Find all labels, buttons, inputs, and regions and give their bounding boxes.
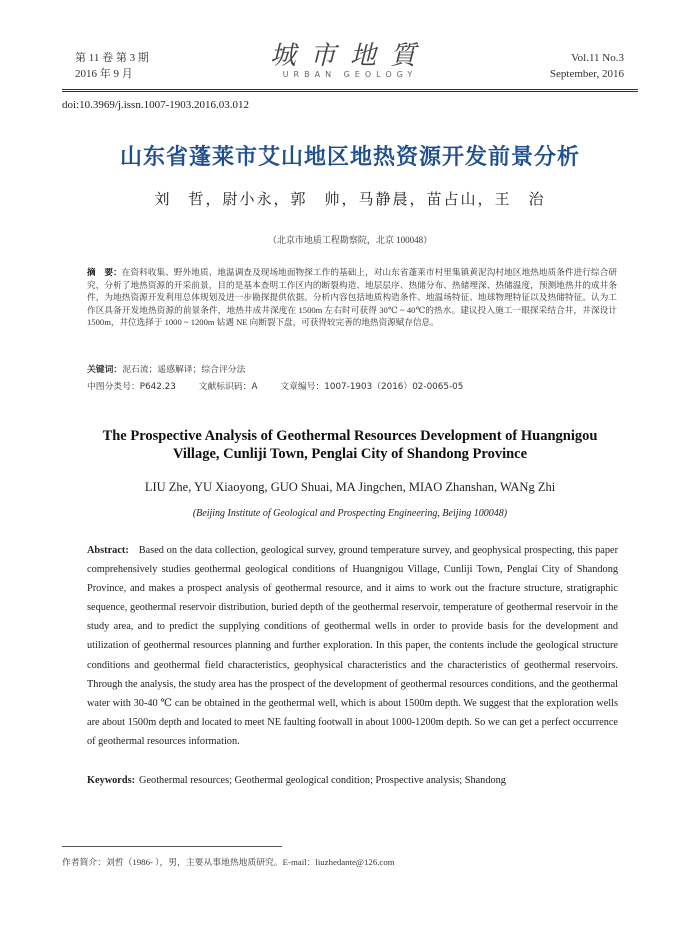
title-cn: 山东省蓬莱市艾山地区地热资源开发前景分析 bbox=[119, 145, 580, 170]
title-en: The Prospective Analysis of Geothermal Resources Development of Huangnigou Village, Cunliji Town, Penglai City of Shandong Province bbox=[102, 428, 598, 462]
abstract-en bbox=[87, 541, 618, 751]
issue-cn: 第 11 卷 第 3 期 bbox=[75, 52, 149, 64]
keywords-cn-text: 泥石流；遥感解译；综合评分法 bbox=[122, 364, 246, 374]
journal-logo bbox=[260, 40, 440, 79]
footnote-rule bbox=[62, 846, 282, 847]
keywords-en bbox=[87, 775, 506, 786]
authors-en: LIU Zhe, YU Xiaoyong, GUO Shuai, MA Jingchen, MIAO Zhanshan, WANg Zhi bbox=[144, 480, 556, 494]
date-cn: 2016 年 9 月 bbox=[75, 68, 133, 80]
authors-cn: 刘 哲，尉小永，郭 帅，马静晨，苗占山，王 治 bbox=[154, 192, 546, 208]
abstract-cn-label: 摘 要： bbox=[87, 267, 122, 277]
keywords-cn-label: 关键词： bbox=[87, 364, 123, 374]
date-en: September, 2016 bbox=[549, 68, 624, 80]
header-rule bbox=[62, 89, 638, 90]
abstract-en-text: Based on the data collection, geological survey, ground temperature survey, and geophysical prospecting, this paper comprehensively studies geothermal geological conditions of Huangnigou Village, Cunliji Town, Penglai City of Shandong Province, and makes a prospect analysis of geothermal resource, and it aims to work out the fracture structure, stratigraphic sequence, geothermal reservoir distribution, buried depth of the geothermal reservoir, temperature of geothermal reservoir in the study area, and to predict the supplying conditions of geothermal wells in order to provide basis for the development and utilization of geothermal resources planning and further exploration. In this paper, the contents include the geological structure conditions and geothermal field characteristics, geophysical characteristics and the characteristics of geothermal reservoirs. Through the analysis, the study area has the prospect of the development of geothermal resources conditions, and the geothermal water with 30-40 ℃ can be obtained in the geothermal well, which is about 1500m depth. We suggest that the exploration wells are about 1500m depth and located to meet NE faulting footwall in about 1000-1200m depth. So we can get a perfect occurrence of geothermal resources information. bbox=[87, 545, 618, 747]
author-footnote: 作者简介：刘哲（1986- ），男，主要从事地热地质研究。E-mail：liuzhedante@126.com bbox=[62, 857, 395, 867]
abstract-cn-text: 在资料收集、野外地质、地温调查及现场地面物探工作的基础上，对山东省蓬莱市村里集镇黄泥沟村地区地热地质条件进行综合研究，分析了地热资源的开采前景，目的是基本查明工作区内的断裂构造、地层层序、热储分布、热储埋深、热储温度，预测地热井的成井条件，为地热资源开发利用总体规划及进一步勘探提供依据。分析内容包括地质构造条件、地温场特征、地球物理特征以及热储特征。认为工作区具备开发地热资源的前景条件，地热井成井深度在 1500m 左右时可获得 30℃ ~ 40℃的热水。建议投入施工一眼探采结合井，井深设计 1500m，井位选择于 1000 ~ 1200m 钻遇 NE 向断裂下盘，可获得较完善的地热资源赋存信息。 bbox=[87, 267, 617, 327]
doi[interactable]: doi:10.3969/j.issn.1007-1903.2016.03.012 bbox=[62, 99, 250, 111]
affiliation-en: (Beijing Institute of Geological and Prospecting Engineering, Beijing 100048) bbox=[192, 508, 508, 519]
keywords-cn bbox=[87, 362, 245, 375]
document-code: 文献标识码：A bbox=[198, 382, 258, 392]
abstract-cn bbox=[87, 266, 617, 329]
journal-issue-en bbox=[550, 50, 624, 82]
classification-cn bbox=[87, 379, 483, 392]
affiliation-cn: （北京市地质工程勘察院，北京 100048） bbox=[267, 235, 433, 245]
logo-cn: 城市地質 bbox=[269, 41, 430, 70]
abstract-en-label: Abstract: bbox=[87, 545, 129, 556]
volume-en: Vol.11 No.3 bbox=[571, 52, 624, 64]
article-number: 文章编号：1007-1903（2016）02-0065-05 bbox=[280, 382, 464, 392]
header-rule-double bbox=[62, 91, 638, 92]
logo-en: URBAN GEOLOGY bbox=[282, 70, 418, 79]
clc-number: 中图分类号：P642.23 bbox=[87, 382, 176, 392]
journal-issue-cn bbox=[75, 50, 149, 82]
keywords-en-text: Geothermal resources; Geothermal geological condition; Prospective analysis; Shandong bbox=[139, 775, 506, 786]
keywords-en-label: Keywords: bbox=[87, 775, 136, 786]
